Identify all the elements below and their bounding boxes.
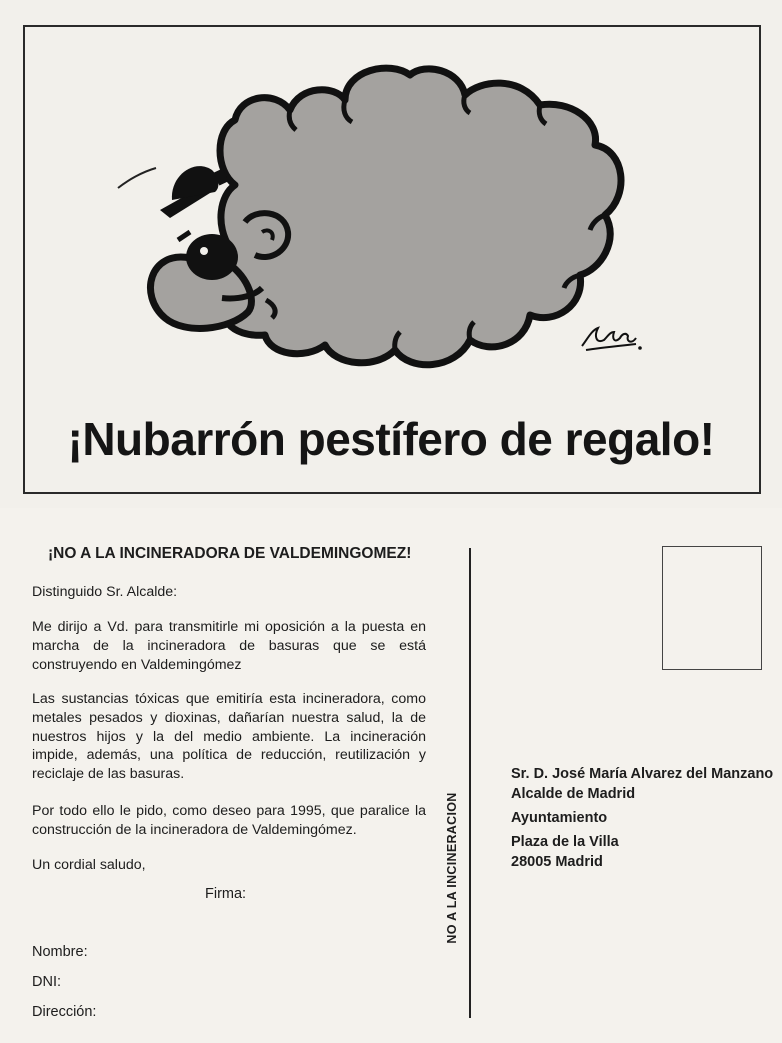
cartoon-card — [0, 0, 782, 508]
letter-greeting: Distinguido Sr. Alcalde: — [32, 584, 178, 600]
recipient-line-5: 28005 Madrid — [511, 854, 603, 870]
postcard-divider — [469, 548, 471, 1018]
letter-paragraph-3: Por todo ello le pido, como deseo para 1995, que paralice la construcción de la incineradora de Valdemingómez. — [32, 803, 426, 838]
stamp-box — [662, 546, 762, 670]
letter-closing: Un cordial saludo, — [32, 857, 146, 873]
letter-paragraph-1: Me dirijo a Vd. para transmitirle mi oposición a la puesta en marcha de la incineradora de basuras que se está construyendo en Valdemingómez — [32, 619, 426, 673]
cartoon-headline: ¡Nubarrón pestífero de regalo! — [67, 413, 715, 465]
recipient-line-3: Ayuntamiento — [511, 810, 608, 826]
letter-paragraph-2: Las sustancias tóxicas que emitiría esta incineradora, como metales pesados y dioxinas, dañarían nuestra salud, la de nuestros hijos y la del medio ambiente. La incineración impide, además, una política de reducción, reutilización y reciclaje de las basuras. — [32, 691, 426, 783]
eye — [186, 234, 238, 280]
signature-label: Firma: — [205, 886, 247, 902]
signature-mark — [578, 318, 648, 358]
vertical-slogan: NO A LA INCINERACION — [445, 792, 459, 944]
letter-title: ¡NO A LA INCINERADORA DE VALDEMINGOMEZ! — [48, 545, 412, 562]
name-field-label: Nombre: — [32, 944, 88, 960]
recipient-line-1: Sr. D. José María Alvarez del Manzano — [511, 766, 774, 782]
recipient-line-4: Plaza de la Villa — [511, 834, 619, 850]
recipient-address — [511, 764, 773, 872]
postcard-back — [0, 508, 782, 1043]
dni-field-label: DNI: — [32, 974, 61, 990]
recipient-line-2: Alcalde de Madrid — [511, 786, 636, 802]
address-field-label: Dirección: — [32, 1004, 97, 1020]
